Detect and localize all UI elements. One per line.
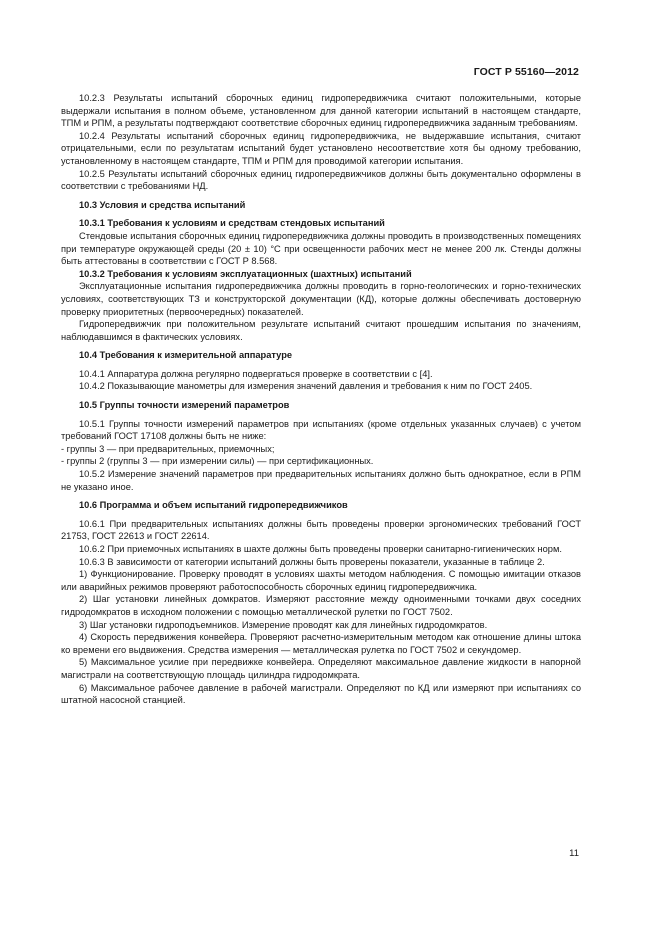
document-body [61,92,581,707]
section-heading: 10.3.1 Требования к условиям и средствам стендовых испытаний [79,218,385,229]
paragraph: - группы 2 (группы 3 — при измерении силы) — при сертификационных. [61,456,374,467]
paragraph: 3) Шаг установки гидроподъемников. Измерение проводят как для линейных гидродомкратов. [79,619,488,630]
paragraph: 6) Максимальное рабочее давление в рабочей магистрали. Определяют по КД или измеряют при испытаниях со штатной насосной станцией. [61,682,581,706]
paragraph: 2) Шаг установки линейных домкратов. Измеряют расстояние между одноименными точками двух соседних гидродомкратов в исходном положении с помощью металлической рулетки по ГОСТ 7502. [61,594,581,617]
page-number: 11 [569,848,579,859]
paragraph: 10.4.1 Аппаратура должна регулярно подвергаться проверке в соответствии с [4]. [79,368,433,379]
section-heading: 10.4 Требования к измерительной аппаратуре [79,350,293,361]
paragraph: 10.6.1 При предварительных испытаниях должны быть проведены проверки эргономических требований ГОСТ 21753, ГОСТ 22613 и ГОСТ 22614. [61,518,581,542]
paragraph: 10.2.4 Результаты испытаний сборочных единиц гидропередвижчика, не выдержавшие испытания, считают отрицательными, если по результатам испытаний будет установлено несоответствие хотя бы одному требованию, установленному в настоящем стандарте, ТПМ и РПМ для проводимой категории испытания. [61,130,581,166]
paragraph: 10.6.3 В зависимости от категории испытаний должны быть проверены показатели, указанные в таблице 2. [79,556,545,567]
section-heading: 10.3 Условия и средства испытаний [79,199,246,210]
paragraph: 10.2.5 Результаты испытаний сборочных единиц гидропередвижчиков должны быть документально оформлены в соответствии с требованиями НД. [61,168,581,192]
paragraph: 1) Функционирование. Проверку проводят в условиях шахты методом наблюдения. С помощью имитации отказов или аварийных режимов проверяют работоспособность сборочных единиц гидропередвижчика. [61,569,581,592]
paragraph: Гидропередвижчик при положительном результате испытаний считают прошедшим испытания по значениям, наблюдавшимся в фактических условиях. [61,319,581,342]
paragraph: Стендовые испытания сборочных единиц гидропередвижчика должны проводить в производственных помещениях при температуре окружающей среды (20 ± 10) °С при освещенности рабочих мест не менее 200 лк. Стенды должны быть аттестованы в соответствии с ГОСТ Р 8.568. [61,230,581,267]
paragraph: - группы 3 — при предварительных, приемочных; [61,443,275,454]
paragraph: 10.6.2 При приемочных испытаниях в шахте должны быть проведены проверки санитарно-гигиенических норм. [79,544,562,554]
paragraph: 10.2.3 Результаты испытаний сборочных единиц гидропередвижчика считают положительными, которые выдержали испытания в полном объеме, установленном для данной категории испытаний в настоящем стандарте, ТПМ и РПМ, а результаты подтверждают соответствие сборочных единиц гидропередвижчика заданным требованиям. [61,93,581,129]
section-heading: 10.6 Программа и объем испытаний гидропередвижчиков [79,500,348,511]
document-header-id: ГОСТ Р 55160—2012 [473,66,579,78]
paragraph: 5) Максимальное усилие при передвижке конвейера. Определяют максимальное давление жидкости в напорной магистрали на соответствующую площадь цилиндра гидродомкрата. [61,657,581,680]
paragraph: 10.5.1 Группы точности измерений параметров при испытаниях (кроме отдельных указанных случаев) с учетом требований ГОСТ 17108 должны быть не ниже: [61,418,581,442]
paragraph: Эксплуатационные испытания гидропередвижчика должны проводить в горно-геологических и горно-технических условиях, соответствующих ТЗ и конструкторской документации (КД), которые должны обеспечивать достоверную проверку приоритетных (первоочередных) показателей. [61,281,581,317]
section-heading: 10.5 Группы точности измерений параметров [79,400,290,411]
section-heading: 10.3.2 Требования к условиям эксплуатационных (шахтных) испытаний [79,268,412,279]
paragraph: 10.5.2 Измерение значений параметров при предварительных испытаниях должно быть однократное, если в РПМ не указано иное. [61,469,581,492]
paragraph: 10.4.2 Показывающие манометры для измерения значений давления и требования к ним по ГОСТ 2405. [79,381,533,392]
paragraph: 4) Скорость передвижения конвейера. Проверяют расчетно-измерительным методом как отношение длины штока ко времени его выдвижения. Средства измерения — металлическая рулетка по ГОСТ 7502 и секундомер. [61,632,581,655]
